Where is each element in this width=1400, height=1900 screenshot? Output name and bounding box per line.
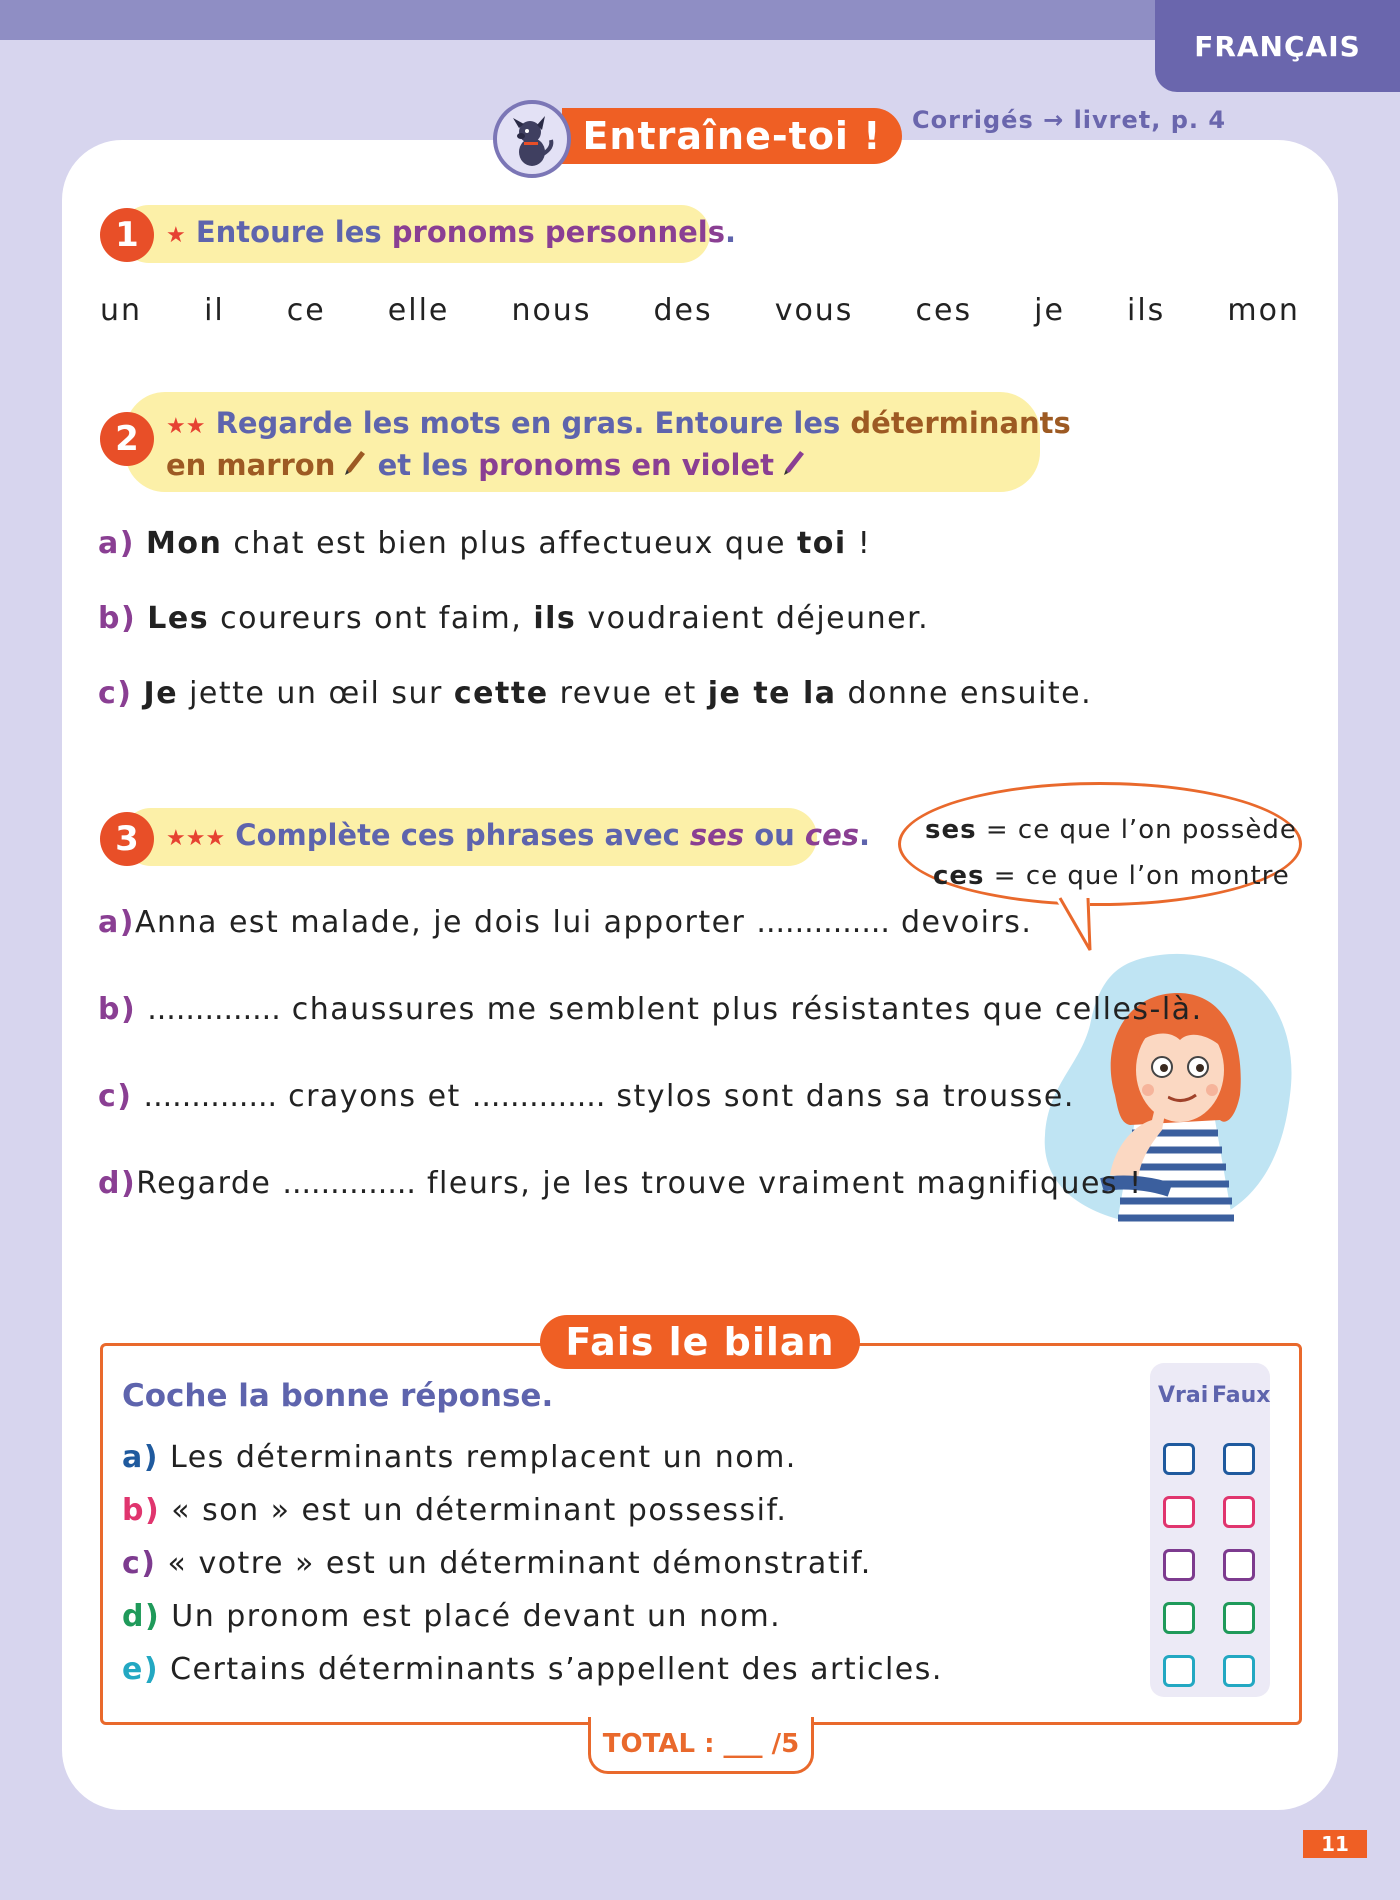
bold-word: je te la bbox=[707, 676, 837, 711]
star-icon: ★ bbox=[166, 223, 186, 248]
dog-mascot-icon bbox=[493, 100, 571, 178]
instruction-highlight: déterminants bbox=[850, 406, 1071, 440]
instruction-highlight: en violet bbox=[621, 448, 774, 482]
item-label: d) bbox=[98, 1166, 137, 1201]
instruction-text: Complète ces phrases avec bbox=[235, 818, 690, 852]
word-item[interactable]: un bbox=[100, 293, 143, 328]
brown-pencil-icon bbox=[345, 449, 367, 475]
item-label: b) bbox=[122, 1493, 161, 1528]
faux-checkbox[interactable] bbox=[1223, 1602, 1255, 1634]
sentence-text: Anna est malade, je dois lui apporter bbox=[134, 905, 757, 940]
word-item[interactable]: mon bbox=[1227, 293, 1300, 328]
sentence-text: chaussures me semblent plus résistantes que celles-là. bbox=[280, 992, 1203, 1027]
page-number: 11 bbox=[1303, 1830, 1367, 1858]
star-icon: ★★★ bbox=[166, 826, 226, 851]
instruction-highlight: pronoms personnels bbox=[391, 215, 725, 249]
item-label: c) bbox=[98, 676, 133, 711]
sentence-text: stylos sont dans sa trousse. bbox=[605, 1079, 1075, 1114]
instruction-text: et les bbox=[377, 448, 479, 482]
instruction-text: ou bbox=[744, 818, 805, 852]
word-item[interactable]: ces bbox=[915, 293, 973, 328]
bold-word: Je bbox=[143, 676, 179, 711]
vrai-header: Vrai bbox=[1158, 1383, 1209, 1408]
faux-checkbox[interactable] bbox=[1223, 1655, 1255, 1687]
vrai-checkbox[interactable] bbox=[1163, 1443, 1195, 1475]
instruction-highlight: ces bbox=[804, 818, 860, 852]
corrections-reference: Corrigés → livret, p. 4 bbox=[912, 106, 1227, 134]
exercise-1-instruction bbox=[120, 205, 736, 263]
true-false-panel bbox=[1150, 1363, 1270, 1697]
bilan-statement bbox=[122, 1440, 797, 1475]
sentence-text: coureurs ont faim, bbox=[209, 601, 534, 636]
total-score: TOTAL : ___ /5 bbox=[588, 1717, 814, 1774]
instruction-text: . bbox=[724, 215, 736, 249]
word-item[interactable]: nous bbox=[511, 293, 592, 328]
instruction-text: Regarde les mots en gras. Entoure les bbox=[215, 406, 851, 440]
sentence-text: fleurs, je les trouve vraiment magnifiques ! bbox=[415, 1166, 1143, 1201]
exercise-2-sentence-b bbox=[98, 601, 929, 636]
item-label: a) bbox=[122, 1440, 159, 1475]
bold-word: Les bbox=[147, 601, 210, 636]
exercise-3-sentence-d bbox=[98, 1166, 1143, 1201]
item-label: b) bbox=[98, 601, 137, 636]
faux-header: Faux bbox=[1212, 1383, 1271, 1408]
violet-pencil-icon bbox=[784, 449, 806, 475]
bubble-word: ces bbox=[933, 861, 985, 891]
exercise-2-number: 2 bbox=[100, 412, 154, 466]
sentence-text: jette un œil sur bbox=[178, 676, 454, 711]
word-item[interactable]: ils bbox=[1126, 293, 1166, 328]
instruction-text: . bbox=[859, 818, 871, 852]
blank-line[interactable]: .............. bbox=[471, 1079, 606, 1114]
word-item[interactable]: ce bbox=[286, 293, 326, 328]
statement-text: Un pronom est placé devant un nom. bbox=[171, 1599, 782, 1634]
item-label: d) bbox=[122, 1599, 161, 1634]
item-label: a) bbox=[98, 905, 135, 940]
bubble-word: ses bbox=[925, 815, 977, 845]
bold-word: toi bbox=[796, 526, 847, 561]
exercise-2-sentence-c bbox=[98, 676, 1092, 711]
bubble-definition: = ce que l’on possède bbox=[976, 815, 1297, 845]
sentence-text: Regarde bbox=[136, 1166, 283, 1201]
bilan-statement bbox=[122, 1493, 787, 1528]
vrai-checkbox[interactable] bbox=[1163, 1496, 1195, 1528]
page-title: Entraîne-toi ! bbox=[562, 108, 902, 164]
statement-text: « son » est un déterminant possessif. bbox=[171, 1493, 788, 1528]
item-label: e) bbox=[122, 1652, 160, 1687]
sentence-text: crayons et bbox=[277, 1079, 472, 1114]
sentence-text: ! bbox=[846, 526, 872, 561]
item-label: a) bbox=[98, 526, 135, 561]
exercise-1-number: 1 bbox=[100, 208, 154, 262]
exercise-3-sentence-c bbox=[98, 1079, 1075, 1114]
sentence-text: devoirs. bbox=[889, 905, 1033, 940]
vrai-checkbox[interactable] bbox=[1163, 1602, 1195, 1634]
statement-text: Certains déterminants s’appellent des articles. bbox=[170, 1652, 943, 1687]
item-label: c) bbox=[122, 1546, 157, 1581]
bold-word: ils bbox=[533, 601, 577, 636]
word-item[interactable]: il bbox=[204, 293, 225, 328]
exercise-3-instruction bbox=[122, 808, 871, 866]
word-item[interactable]: je bbox=[1034, 293, 1065, 328]
bold-word: Mon bbox=[146, 526, 223, 561]
sentence-text: chat est bien plus affectueux que bbox=[222, 526, 797, 561]
sentence-text: donne ensuite. bbox=[836, 676, 1093, 711]
bilan-instruction: Coche la bonne réponse. bbox=[122, 1378, 554, 1414]
bilan-statement bbox=[122, 1652, 943, 1687]
star-icon: ★★ bbox=[166, 414, 206, 439]
subject-tab: FRANÇAIS bbox=[1155, 0, 1400, 92]
pronoun-word-list bbox=[100, 293, 1300, 328]
vrai-checkbox[interactable] bbox=[1163, 1549, 1195, 1581]
word-item[interactable]: elle bbox=[387, 293, 450, 328]
instruction-highlight: ses bbox=[689, 818, 745, 852]
speech-bubble bbox=[898, 782, 1302, 906]
item-label: b) bbox=[98, 992, 137, 1027]
bilan-statement bbox=[122, 1599, 781, 1634]
blank-line[interactable]: .............. bbox=[756, 905, 890, 940]
faux-checkbox[interactable] bbox=[1223, 1549, 1255, 1581]
instruction-text: Entoure les bbox=[195, 215, 392, 249]
bilan-statement bbox=[122, 1546, 872, 1581]
item-label: c) bbox=[98, 1079, 133, 1114]
statement-text: « votre » est un déterminant démonstratif. bbox=[167, 1546, 872, 1581]
blank-line[interactable]: .............. bbox=[143, 1079, 278, 1114]
faux-checkbox[interactable] bbox=[1223, 1496, 1255, 1528]
instruction-highlight: en marron bbox=[166, 448, 336, 482]
exercise-2-instruction bbox=[125, 392, 1071, 492]
faux-checkbox[interactable] bbox=[1223, 1443, 1255, 1475]
word-item[interactable]: des bbox=[653, 293, 713, 328]
bold-word: cette bbox=[453, 676, 549, 711]
blank-line[interactable]: .............. bbox=[147, 992, 281, 1027]
exercise-3-sentence-b bbox=[98, 992, 1203, 1027]
sentence-text: voudraient déjeuner. bbox=[576, 601, 930, 636]
word-item[interactable]: vous bbox=[774, 293, 854, 328]
sentence-text: revue et bbox=[548, 676, 708, 711]
statement-text: Les déterminants remplacent un nom. bbox=[170, 1440, 797, 1475]
bilan-title: Fais le bilan bbox=[540, 1315, 860, 1369]
blank-line[interactable]: .............. bbox=[282, 1166, 416, 1201]
exercise-3-sentence-a bbox=[98, 905, 1032, 940]
vrai-checkbox[interactable] bbox=[1163, 1655, 1195, 1687]
exercise-3-number: 3 bbox=[100, 812, 154, 866]
instruction-highlight: pronoms bbox=[478, 448, 622, 482]
exercise-2-sentence-a bbox=[98, 526, 871, 561]
bubble-definition: = ce que l’on montre bbox=[984, 861, 1290, 891]
